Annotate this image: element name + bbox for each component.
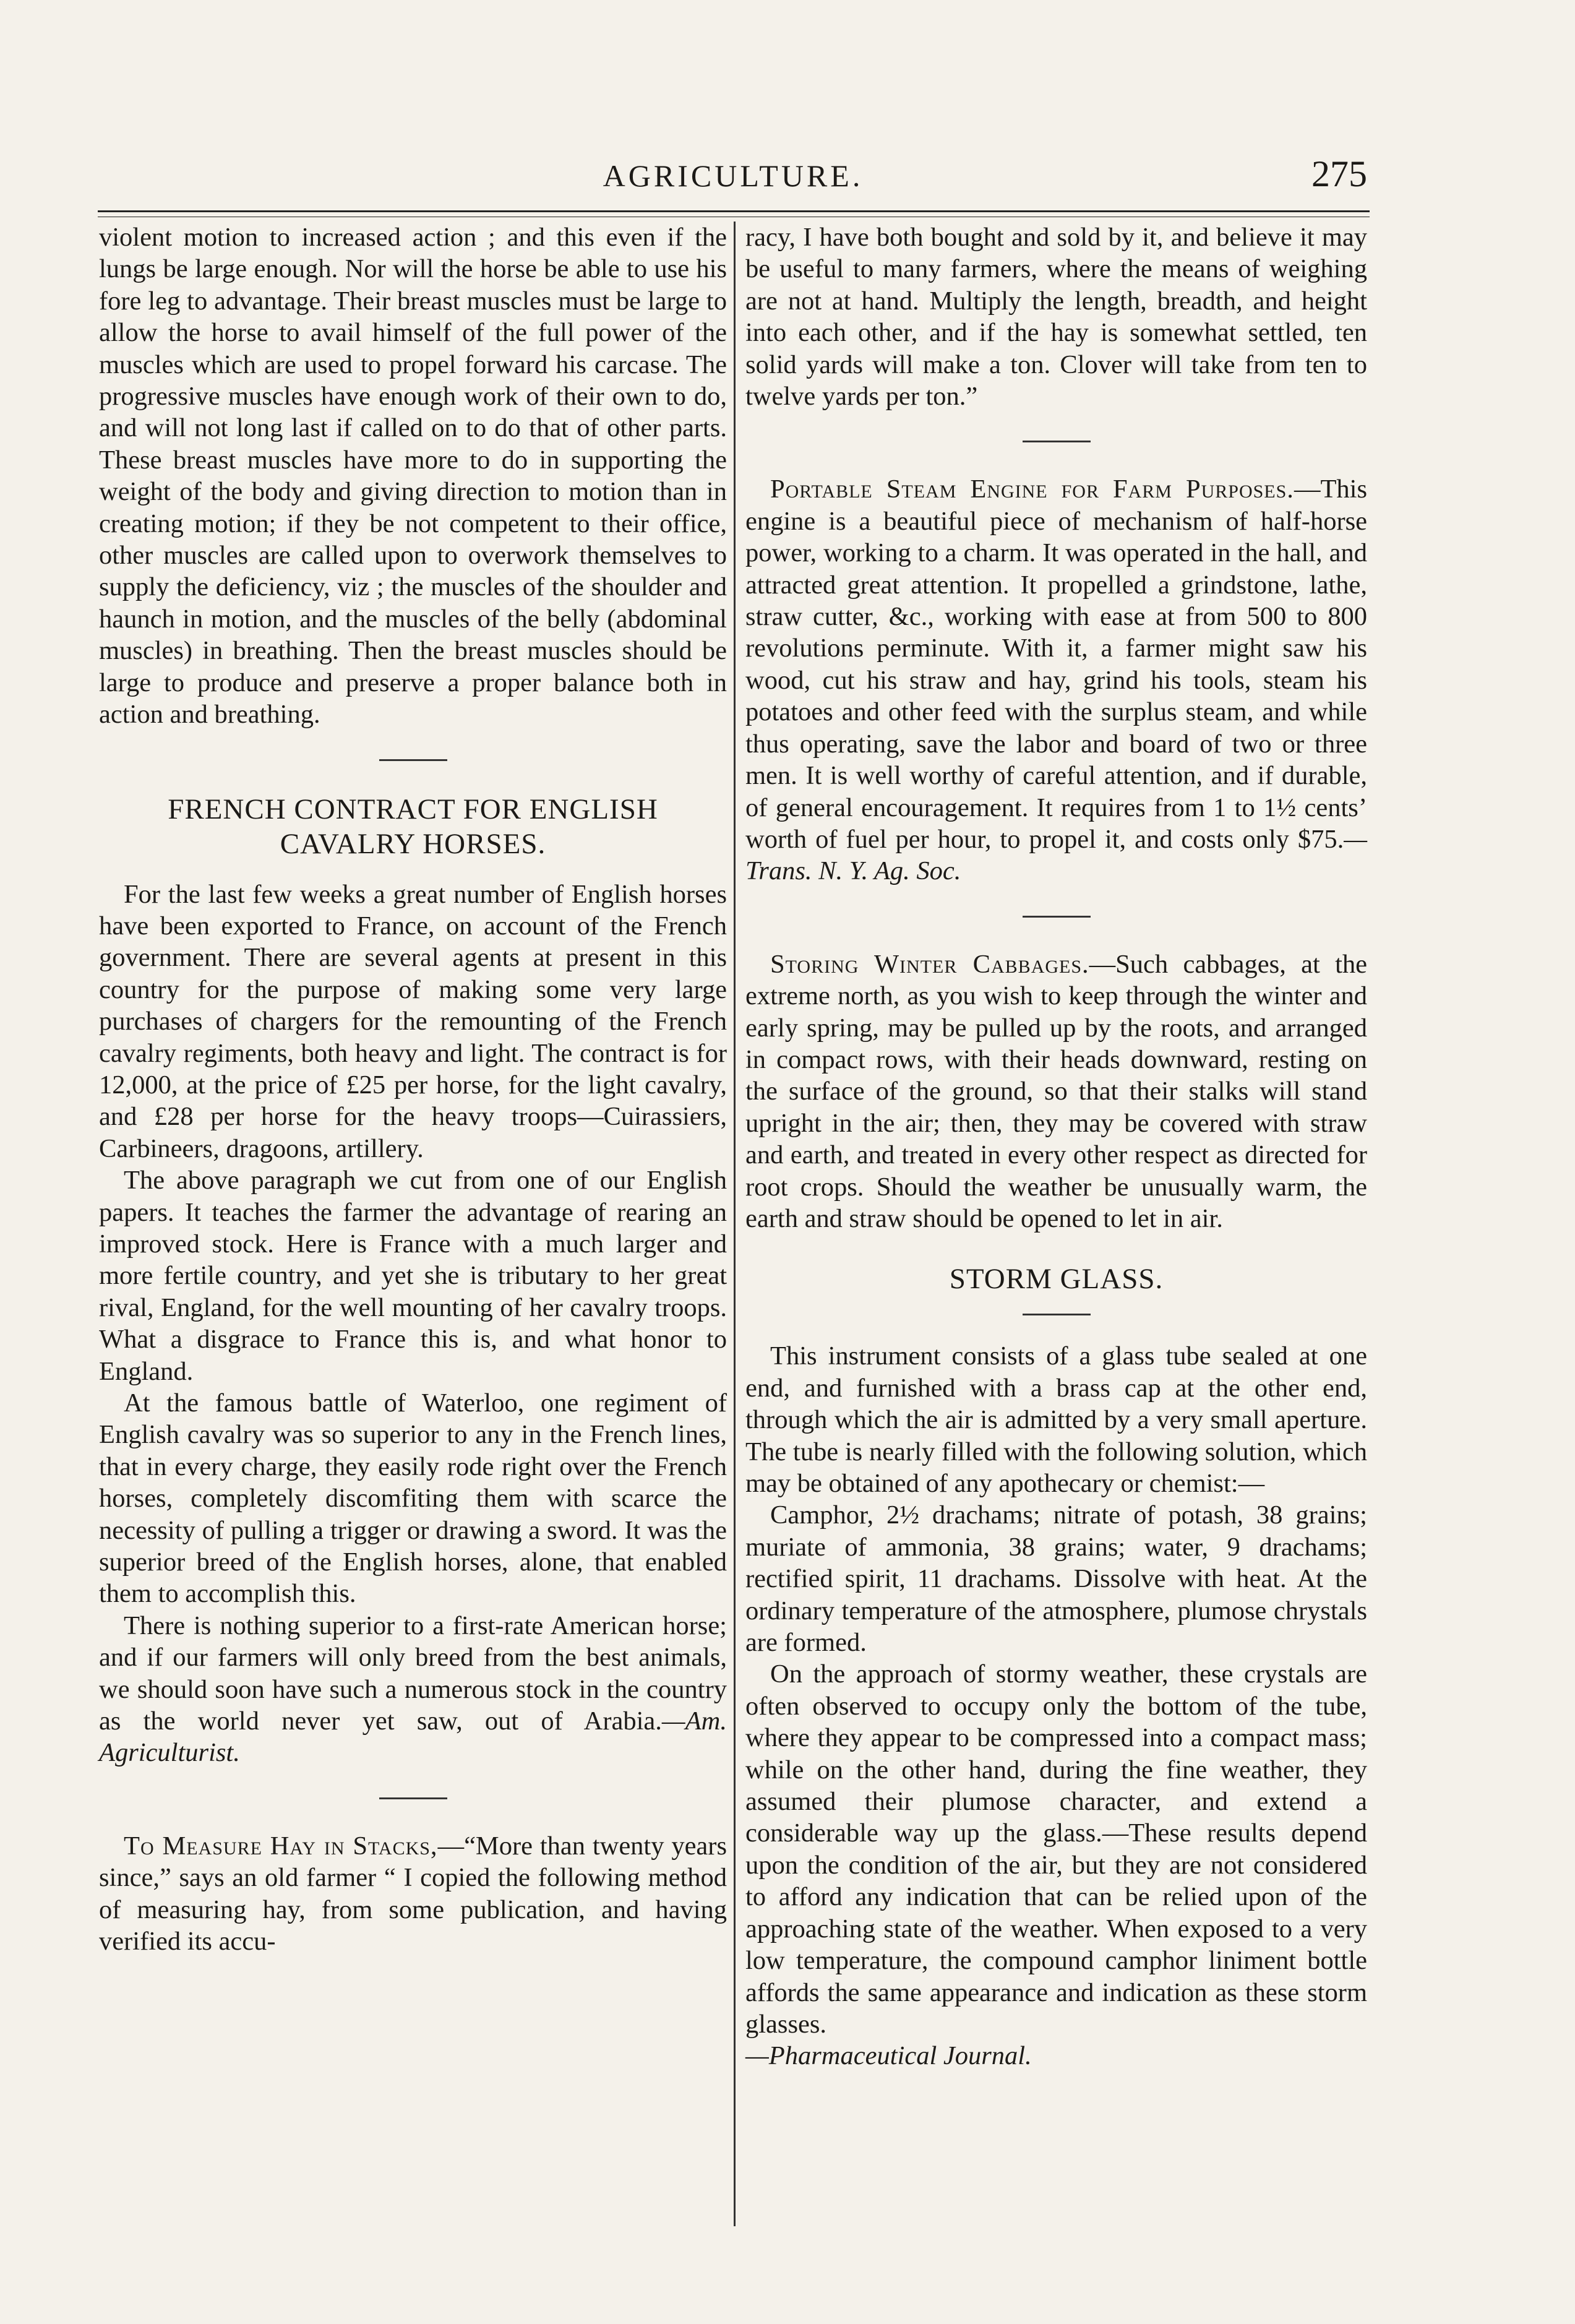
storm-glass-paragraph: This instrument consists of a glass tube sealed at one end, and furnished with a brass cap at the other end, through which the air is admitted by a very small aperture. The tube is nearly filled with the following solution, which may be obtained of any apothecary or chemist:— [745, 1341, 1367, 1498]
article-continuation: violent motion to increased action ; and this even if the lungs be large enough. Nor will the horse be able to use his fore leg to advantage. Their breast muscles must be large to allow the horse to avail himself of the full power of the muscles which are used to propel forward his carcase. The progressive muscles have enough work of their own to do, and will not long last if called on to do that of other parts. These breast muscles have more to do in supporting the weight of the body and giving direction to motion than in creating motion; if they be not competent to their office, other muscles are called upon to overwork themselves to supply the deficiency, viz ; the muscles of the shoulder and haunch in motion, and the muscles of the belly (abdominal muscles) in breathing. Then the breast muscles should be large to produce and preserve a proper balance both in action and breathing. [99, 223, 727, 729]
left-column [99, 222, 727, 1958]
cabbages-paragraph [745, 949, 1367, 1235]
paragraph-text: —“More than twenty years since,” says an old farmer “ I copied the following method of measuring hay, from some publication, and having verified its accu- [99, 1831, 727, 1956]
heading-line-2: CAVALRY HORSES. [280, 827, 546, 860]
source-citation: —Trans. N. Y. Ag. Soc. [745, 824, 1367, 886]
section-divider [379, 1797, 447, 1799]
steam-engine-paragraph [745, 473, 1367, 887]
storm-glass-paragraph [745, 1658, 1367, 2072]
storm-glass-paragraph: Camphor, 2½ drachams; nitrate of potash, 38 grains; muriate of ammonia, 38 grains; water, 9 drachams; rectified spirit, 11 drachams. Dissolve with heat. At the ordinary temperature of the atmosphere, plumose chrystals are formed. [745, 1500, 1367, 1658]
section-divider [1023, 916, 1091, 918]
source-citation: —Am. Agriculturist. [99, 1706, 727, 1768]
column-divider [734, 222, 736, 2226]
french-contract-paragraph: At the famous battle of Waterloo, one regiment of English cavalry was so superior to any in the French lines, that in every charge, they easily rode right over the French horses, completely discomfiting them with scarce the necessity of pulling a trigger or drawing a sword. It was the superior breed of the English horses, alone, that enabled them to accomplish this. [99, 1388, 727, 1609]
heading-line-1: FRENCH CONTRACT FOR ENGLISH [168, 793, 658, 825]
hay-stacks-paragraph [99, 1830, 727, 1958]
french-contract-paragraph: The above paragraph we cut from one of our English papers. It teaches the farmer the advantage of rearing an improved stock. Here is France with a much larger and more fertile country, and yet she is tributary to her great rival, England, for the well mounting of her cavalry troops. What a disgrace to France this is, and what honor to England. [99, 1166, 727, 1386]
section-divider [1023, 1314, 1091, 1315]
run-in-heading: Portable Steam Engine for Farm Purposes. [770, 475, 1294, 504]
right-column [745, 222, 1367, 2072]
french-contract-paragraph: For the last few weeks a great number of English horses have been exported to France, on account of the French government. There are several agents at present in this country for the purpose of making some very large purchases of chargers for the remounting of the French cavalry regiments, both heavy and light. The contract is for 12,000, at the price of £25 per horse, for the light cavalry, and £28 per horse for the heavy troops—Cuirassiers, Carbineers, dragoons, artillery. [99, 879, 727, 1163]
french-contract-paragraph [99, 1610, 727, 1769]
storm-glass-heading: STORM GLASS. [949, 1263, 1164, 1296]
run-in-heading: Storing Winter Cabbages. [770, 949, 1089, 979]
header-rule [98, 210, 1370, 217]
section-divider [1023, 441, 1091, 442]
paragraph-text: —This engine is a beautiful piece of mechanism of half-horse power, working to a charm. It was operated in the hall, and attracted great attention. It propelled a grindstone, lathe, straw cutter, &c., working with ease at from 500 to 800 revolutions perminute. With it, a farmer might saw his wood, cut his straw and hay, grind his tools, steam his potatoes and other feed with the surplus steam, and while thus operating, save the labor and board of two or three men. It is well worthy of careful attention, and if durable, of general encouragement. It requires from 1 to 1½ cents’ worth of fuel per hour, to propel it, and costs only $75. [745, 475, 1367, 854]
running-title: AGRICULTURE. [603, 158, 864, 193]
hay-stacks-continuation: racy, I have both bought and sold by it, and believe it may be useful to many farmers, where the means of weighing are not at hand. Multiply the length, breadth, and height into each other, and if the hay is somewhat settled, ten solid yards will make a ton. Clover will take from ten to twelve yards per ton.” [745, 223, 1367, 411]
paragraph-text: —Such cabbages, at the extreme north, as you wish to keep through the winter and early spring, may be pulled up by the roots, and arranged in compact rows, with their heads downward, resting on the surface of the ground, so that their stalks will stand upright in the air; then, they may be covered with straw and earth, and treated in every other respect as directed for root crops. Should the weather be unusually warm, the earth and straw should be opened to let in air. [745, 949, 1367, 1233]
section-divider [379, 759, 447, 761]
page-number: 275 [1311, 153, 1367, 194]
paragraph-text: On the approach of stormy weather, these crystals are often observed to occupy only the bottom of the tube, where they appear to be compressed into a compact mass; while on the other hand, during the fine weather, they assumed their plumose character, and extend a considerable way up the glass.—These results depend upon the condition of the air, but they are not considered to afford any indication that can be relied upon of the approaching state of the weather. When exposed to a very low temperature, the compound camphor liniment bottle affords the same appearance and indication as these storm glasses. [745, 1659, 1367, 2039]
paragraph-text: There is nothing superior to a first-rate American horse; and if our farmers will only breed from the best animals, we should soon have such a numerous stock in the country as the world never yet saw, out of Arabia. [99, 1611, 727, 1736]
running-head [99, 153, 1367, 201]
french-contract-heading [99, 792, 727, 861]
run-in-heading: To Measure Hay in Stacks, [124, 1831, 438, 1861]
source-citation: —Pharmaceutical Journal. [745, 2041, 1032, 2071]
